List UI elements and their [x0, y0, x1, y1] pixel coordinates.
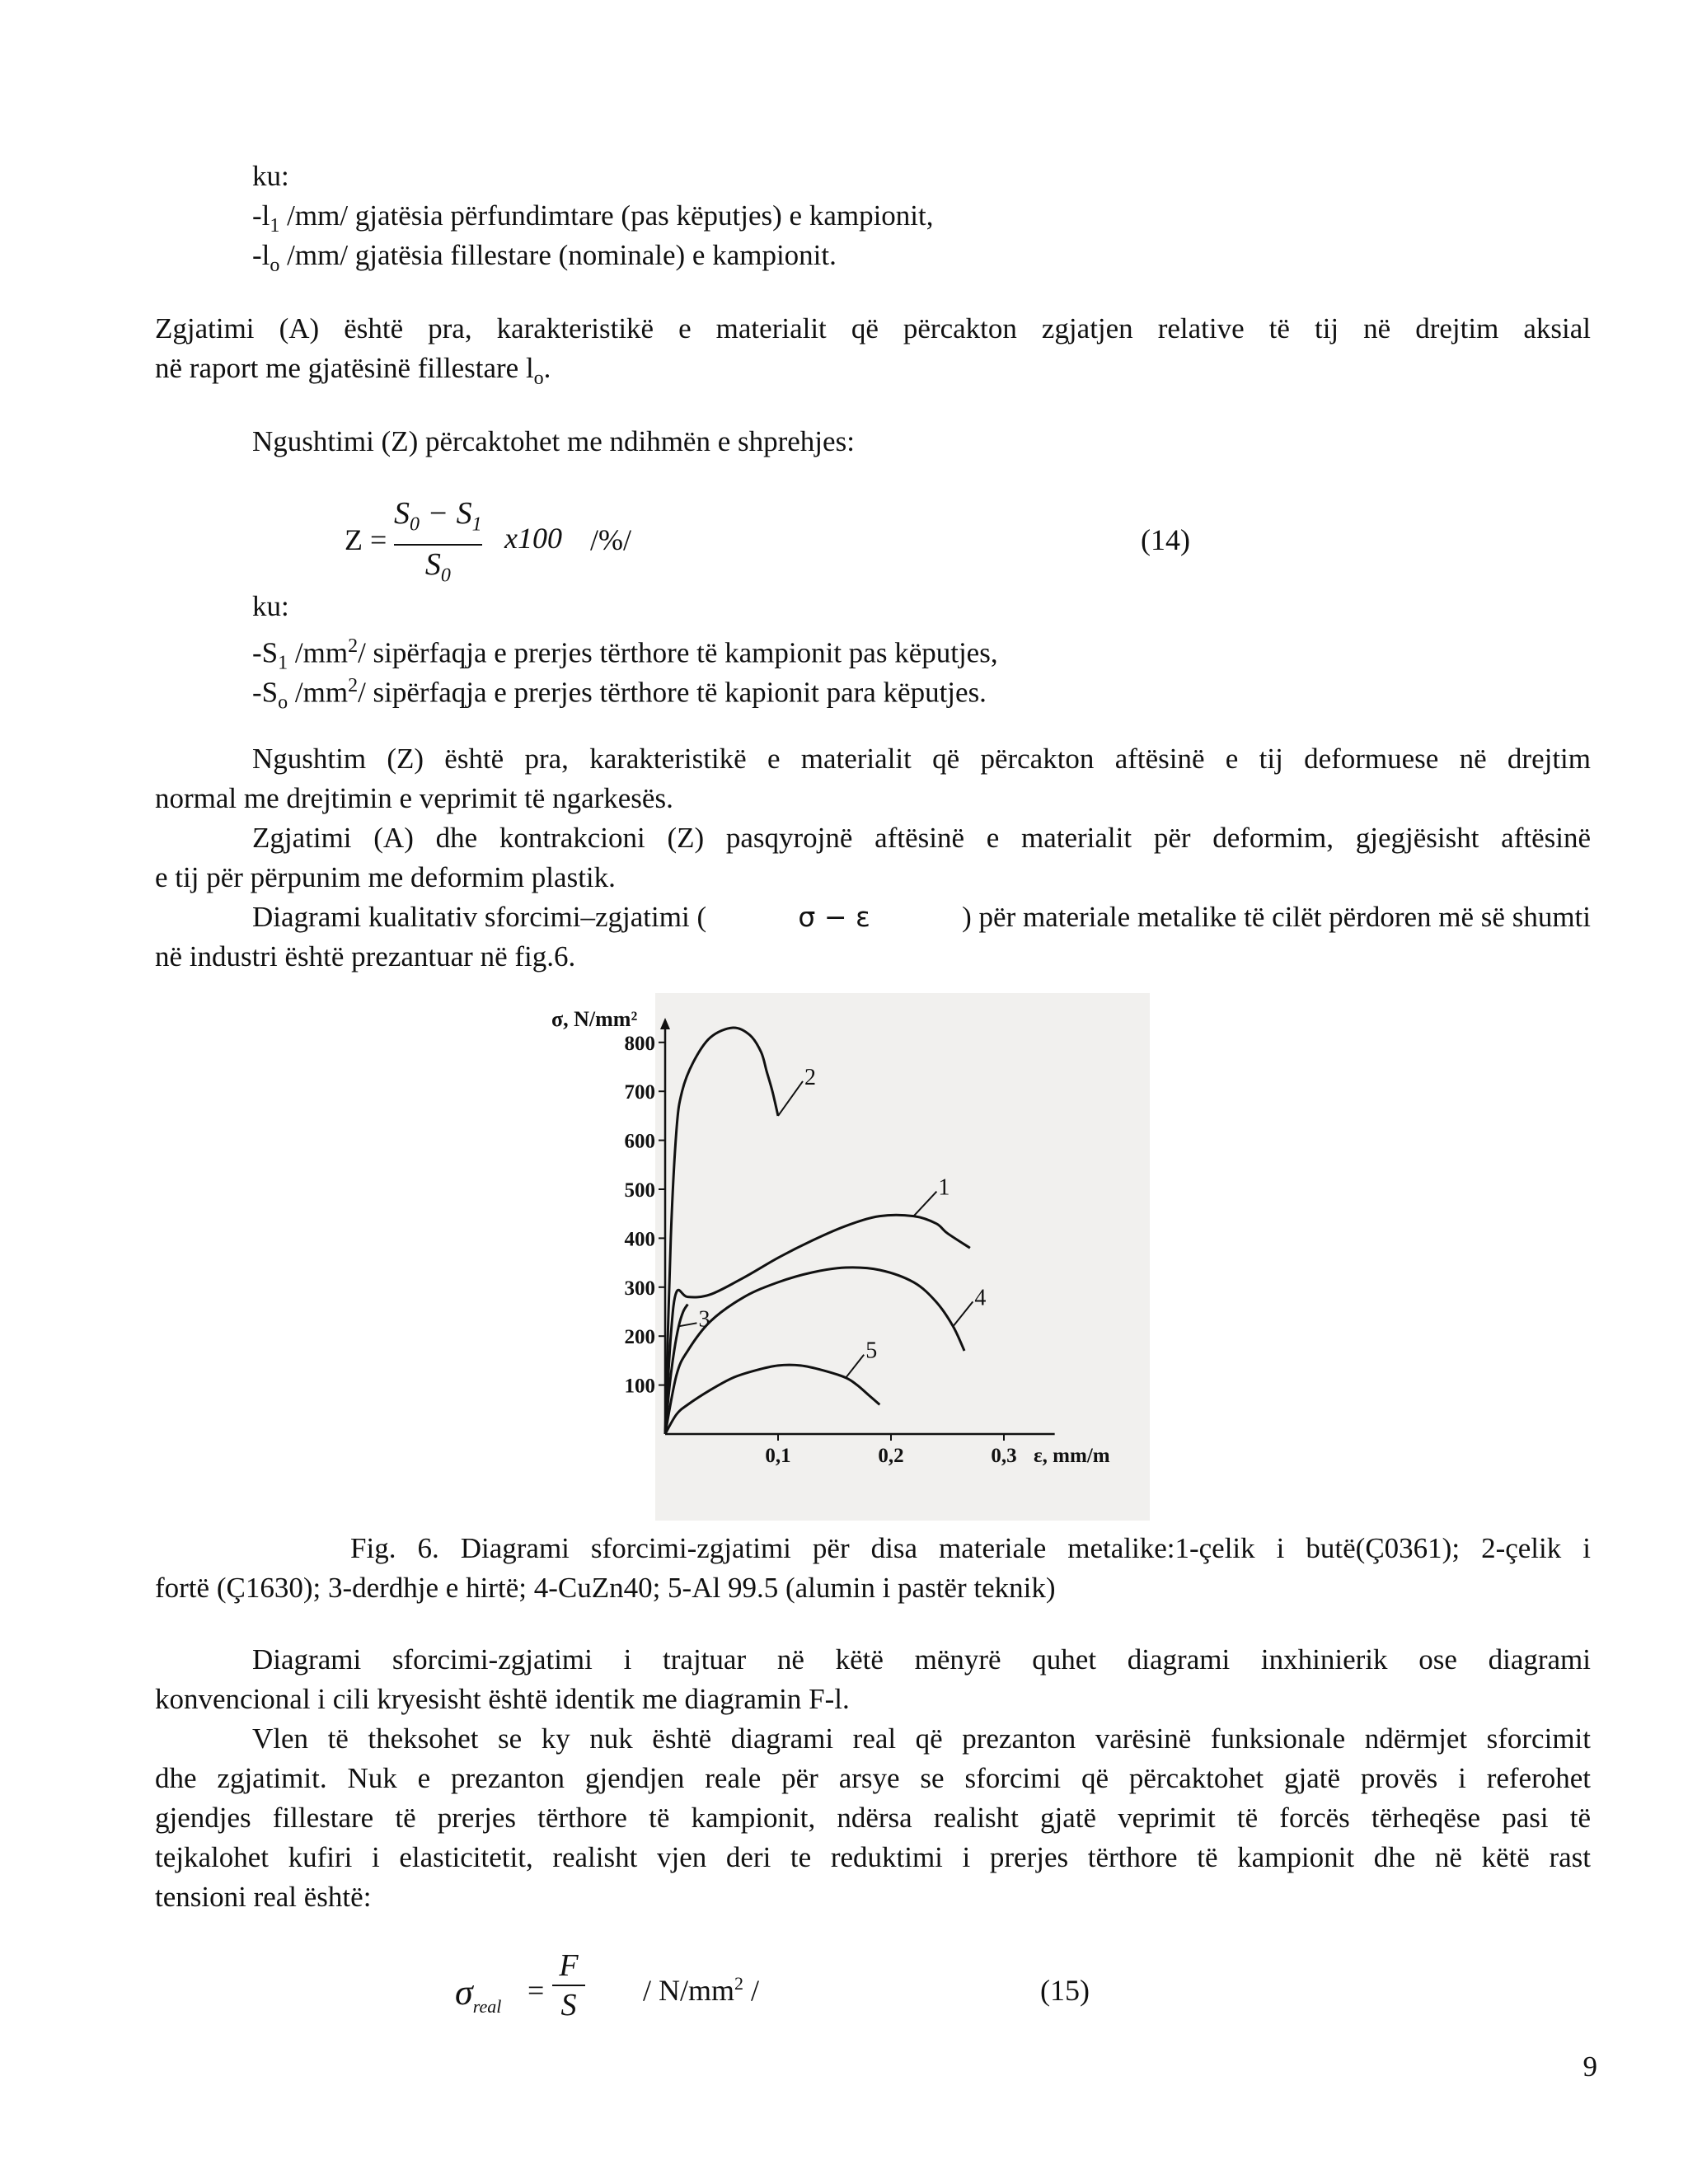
eq14-unit: /%/: [590, 523, 631, 556]
figure-caption-line2: fortë (Ç1630); 3-derdhje e hirtë; 4-CuZn40; 5-Al 99.5 (alumin i pastër teknik): [155, 1572, 1056, 1604]
def-so: $-S_o$ $/mm^2/$ sipërfaqja e prerjes tërthore të kapionit para këputjes.: [252, 675, 987, 714]
def-l1: $-l_1$ /mm/ gjatësia përfundimtare (pas këputjes) e kampionit,: [252, 199, 934, 237]
eq15-equals: =: [528, 1974, 545, 2007]
eq14-denominator: $S_0$: [424, 546, 451, 587]
eq15-fraction: [552, 1947, 585, 2024]
series-5-label: 5: [865, 1338, 878, 1364]
def-lo: $-l_o$ /mm/ gjatësia fillestare (nominale) e kampionit.: [252, 239, 837, 276]
para-real-line2: dhe zgjatimit. Nuk e prezanton gjendjen reale për arsye se sforcimi që përcaktohet gjatë provës i referohet: [155, 1762, 1591, 1794]
para-conventional-line1: Diagrami sforcimi-zgjatimi i trajtuar në këtë mënyrë quhet diagrami inxhinierik ose diagrami: [252, 1643, 1591, 1675]
eq15-sigma: $\sigma_{real}$: [455, 1972, 502, 2017]
def-s1: $-S_1$ $/mm^2/$ sipërfaqja e prerjes tërthore të kampionit pas këputjes,: [252, 635, 998, 674]
para-diagram-line2: në industri është prezantuar në fig.6.: [155, 940, 576, 972]
x-tick-label: 0,2: [878, 1445, 904, 1467]
y-tick-label: 400: [624, 1228, 655, 1251]
eq15-denominator: S: [560, 1988, 577, 2022]
series-1-leader: [913, 1192, 936, 1216]
y-tick-label: 200: [624, 1326, 655, 1349]
para-contraction-line2: normal me drejtimin e veprimit të ngarkesës.: [155, 782, 673, 814]
series-5-leader: [846, 1355, 864, 1378]
para-conventional-line2: konvencional i cili kryesisht është identik me diagramin F-l.: [155, 1683, 850, 1715]
eq15-numerator: F: [559, 1948, 579, 1983]
para-contraction-line1: Ngushtim (Z) është pra, karakteristikë e materialit që përcakton aftësinë e tij deformuese në drejtim: [252, 743, 1591, 775]
eq14-lhs: Z =: [345, 523, 387, 556]
y-tick-label: 300: [624, 1277, 655, 1300]
series-2-curve: [665, 1028, 778, 1434]
y-tick-label: 800: [624, 1032, 655, 1055]
eq15-number: (15): [1040, 1974, 1090, 2007]
y-axis-label: σ, N/mm²: [551, 1007, 638, 1031]
eq14-number: (14): [1141, 523, 1190, 556]
y-axis-arrow: [660, 1018, 670, 1029]
para-real-line3: gjendjes fillestare të prerjes tërthore të kampionit, ndërsa realisht gjatë veprimit të forcës tërheqëse pasi të: [155, 1802, 1591, 1834]
ku-label-2: ku:: [252, 590, 289, 622]
stress-strain-chart: [548, 993, 1158, 1529]
series-4-leader: [953, 1301, 973, 1326]
series-3-leader: [678, 1323, 696, 1326]
series-3-label: 3: [698, 1306, 710, 1333]
x-axis-label: ε, mm/m: [1034, 1445, 1110, 1467]
para-deformation-line2: e tij për përpunim me deformim plastik.: [155, 861, 616, 893]
para-diagram-line1: Diagrami kualitativ sforcimi–zgjatimi ( σ − ε ) për materiale metalike të cilët përdoren më së shumti: [252, 898, 1591, 937]
x-tick-label: 0,3: [991, 1445, 1017, 1467]
para-real-line1: Vlen të theksohet se ky nuk është diagrami real që prezanton varësinë funksionale ndërmjet sforcimit: [252, 1722, 1591, 1755]
y-tick-label: 700: [624, 1081, 655, 1104]
series-2-label: 2: [804, 1064, 816, 1090]
sigma-epsilon-symbol: σ − ε: [798, 901, 870, 933]
page-number: 9: [1582, 2050, 1597, 2083]
series-1-curve: [665, 1215, 970, 1434]
series-4-label: 4: [974, 1285, 987, 1311]
para-deformation-line1: Zgjatimi (A) dhe kontrakcioni (Z) pasqyrojnë aftësinë e materialit për deformim, gjegjësisht aftësinë: [252, 822, 1591, 854]
y-tick-label: 100: [624, 1375, 655, 1398]
para-real-line4: tejkalohet kufiri i elasticitetit, realisht vjen deri te reduktimi i prerjes tërthore të kampionit dhe në këtë rast: [155, 1841, 1591, 1873]
y-tick-label: 600: [624, 1130, 655, 1153]
eq14-numerator: $S_0 - S_1$: [394, 496, 482, 536]
para-elongation-line2: në raport me gjatësinë fillestare $l_o$.: [155, 352, 551, 389]
figure-caption-line1: Fig. 6. Diagrami sforcimi-zgjatimi për disa materiale metalike:1-çelik i butë(Ç0361); 2-çelik i: [350, 1532, 1591, 1564]
eq14-fraction: [394, 494, 482, 594]
para-contraction-intro: Ngushtimi (Z) përcaktohet me ndihmën e shprehjes:: [252, 425, 855, 457]
para-elongation-line1: Zgjatimi (A) është pra, karakteristikë e materialit që përcakton zgjatjen relative të tij në drejtim aksial: [155, 312, 1591, 344]
x-tick-label: 0,1: [765, 1445, 791, 1467]
series-4-curve: [665, 1268, 964, 1434]
eq14-multiplier: x100: [504, 522, 562, 555]
eq15-unit: / $N/mm^2$ /: [643, 1973, 760, 2007]
y-tick-label: 500: [624, 1179, 655, 1202]
series-2-leader: [778, 1081, 803, 1116]
ku-label-1: ku:: [252, 160, 289, 192]
series-1-label: 1: [938, 1174, 950, 1201]
para-real-line5: tensioni real është:: [155, 1881, 372, 1913]
